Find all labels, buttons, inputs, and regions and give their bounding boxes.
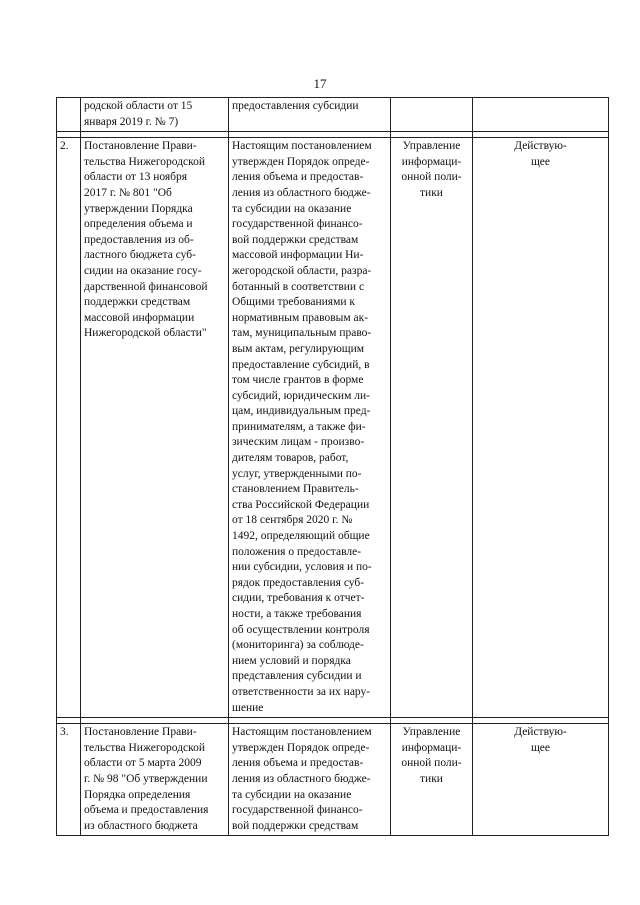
table-row bbox=[57, 724, 609, 836]
page-number: 17 bbox=[313, 76, 327, 91]
table-row-continuation bbox=[57, 98, 609, 132]
row-number-cell: 2. bbox=[57, 138, 81, 718]
status-cell: Действую- щее bbox=[473, 724, 609, 836]
act-cell: Постановление Прави- тельства Нижегородской области от 13 ноября 2017 г. № 801 "Об утверждении Порядка определения объема и предоставления из об- ластного бюджета суб- сидии на оказание госу- дарственной финансовой поддержки средствам массовой информации Нижегородской области" bbox=[81, 138, 229, 718]
regulations-table bbox=[56, 97, 609, 836]
status-cell: Действую- щее bbox=[473, 138, 609, 718]
table-row bbox=[57, 138, 609, 718]
responsible-cell: Управление информаци- онной поли- тики bbox=[391, 724, 473, 836]
act-cell: Постановление Прави- тельства Нижегородской области от 5 марта 2009 г. № 98 "Об утверждении Порядка определения объема и предоставления из областного бюджета bbox=[81, 724, 229, 836]
responsible-cell bbox=[391, 98, 473, 132]
status-cell bbox=[473, 98, 609, 132]
content-cell: Настоящим постановлением утвержден Порядок опреде- ления объема и предостав- ления из областного бюдже- та субсидии на оказание государственной финансо- вой поддержки средствам массовой информации Ни- жегородской области, разра- ботанный в соответствии с Общими требованиями к нормативным правовым ак- там, муниципальным право- вым актам, регулирующим предоставление субсидий, в том числе грантов в форме субсидий, юридическим ли- цам, индивидуальным пред- принимателям, а также фи- зическим лицам - произво- дителям товаров, работ, услуг, утвержденными по- становлением Правитель- ства Российской Федерации от 18 сентября 2020 г. № 1492, определяющий общие положения о предоставле- нии субсидии, условия и по- рядок предоставления суб- сидии, требования к отчет- ности, а также требования об осуществлении контроля (мониторинга) за соблюде- нием условий и порядка представления субсидии и ответственности за их нару- шение bbox=[229, 138, 391, 718]
content-cell: Настоящим постановлением утвержден Порядок опреде- ления объема и предостав- ления из областного бюдже- та субсидии на оказание государственной финансо- вой поддержки средствам bbox=[229, 724, 391, 836]
row-number-cell bbox=[57, 98, 81, 132]
content-cell: предоставления субсидии bbox=[229, 98, 391, 132]
responsible-cell: Управление информаци- онной поли- тики bbox=[391, 138, 473, 718]
row-number-cell: 3. bbox=[57, 724, 81, 836]
act-cell: родской области от 15 января 2019 г. № 7) bbox=[81, 98, 229, 132]
